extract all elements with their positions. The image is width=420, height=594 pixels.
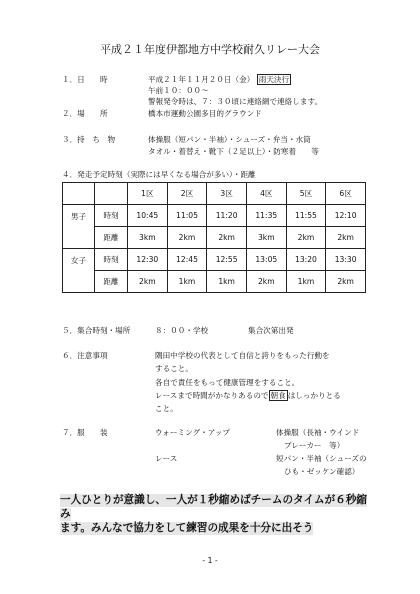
slogan-line1: 一人ひとりが意識し、一人が１秒縮めばチームのタイムが６秒縮 — [60, 494, 368, 506]
clothing-race-value2: ひも・ゼッケン確認） — [284, 467, 360, 476]
girls-distance: 2km — [128, 271, 168, 293]
date-value: 平成２１年１１月２０日（金） — [148, 75, 255, 84]
section-header: 6区 — [326, 183, 366, 205]
schedule-heading: ４．発走予定時刻（実際には早くなる場合が多い）・距離 — [62, 170, 256, 179]
notes-line4-end: はしっかりとる — [287, 391, 341, 400]
section-header: 4区 — [246, 183, 286, 205]
boys-label: 男子 — [63, 205, 95, 249]
girls-time: 13:05 — [246, 249, 286, 271]
section-header: 2区 — [167, 183, 207, 205]
item-gather-label: ５．集合時刻・場所 — [62, 326, 131, 335]
girls-distance: 2km — [326, 271, 366, 293]
girls-time: 13:30 — [326, 249, 366, 271]
distance-label: 距離 — [95, 227, 128, 249]
rain-go-badge: 雨天決行 — [258, 75, 290, 84]
girls-time: 12:45 — [167, 249, 207, 271]
item-date-line3: 警報発令時は、７：３０頃に連絡網で連絡します。 — [148, 97, 323, 106]
item-date-label: １．日 時 — [62, 75, 108, 84]
item-gather-time: ８：００・学校 — [155, 326, 209, 335]
time-label: 時刻 — [95, 249, 128, 271]
item-date-line2: 午前１０：００～ — [148, 86, 209, 95]
notes-line4-start: レースまで時間がかなりあるので — [155, 391, 269, 400]
item-clothing-label: ７．服 装 — [62, 428, 108, 437]
clothing-warmup-value1: 体操服（長袖・ウインド — [276, 428, 360, 437]
boys-time: 11:20 — [207, 205, 247, 227]
section-header: 1区 — [128, 183, 168, 205]
table-corner-cell — [63, 183, 95, 205]
clothing-race-value1: 短パン・半袖（シューズの — [276, 454, 367, 463]
item-date-line1 — [148, 75, 291, 85]
slogan-line3: ます。みんなで協力をして練習の成果を十分に出そう — [60, 522, 314, 534]
slogan-line2: み — [60, 508, 71, 520]
breakfast-highlight: 朝食 — [270, 391, 286, 400]
girls-time: 12:55 — [207, 249, 247, 271]
girls-distance: 1km — [207, 271, 247, 293]
notes-line2: すること。 — [155, 364, 193, 373]
schedule-table — [62, 182, 366, 293]
clothing-race-label: レース — [155, 454, 178, 463]
item-gather-note: 集合次第出発 — [248, 326, 294, 335]
boys-time: 11:35 — [246, 205, 286, 227]
notes-line5: こと。 — [155, 404, 178, 413]
item-place-label: ２．場 所 — [62, 109, 108, 118]
table-header-row — [63, 183, 366, 205]
item-place-value: 橋本市運動公園多目的グラウンド — [148, 109, 262, 118]
boys-time: 11:55 — [286, 205, 326, 227]
table-row — [63, 249, 366, 271]
page-number: - 1 - — [202, 556, 218, 565]
girls-time: 13:20 — [286, 249, 326, 271]
boys-distance: 2km — [207, 227, 247, 249]
boys-distance: 2km — [326, 227, 366, 249]
boys-distance: 2km — [286, 227, 326, 249]
boys-distance: 2km — [167, 227, 207, 249]
clothing-warmup-value2: ブレーカー 等） — [284, 441, 345, 450]
item-belongings-line1: 体操服（短パン・半袖）・シューズ・弁当・水筒 — [148, 135, 311, 144]
girls-distance: 2km — [246, 271, 286, 293]
clothing-warmup-label: ウォーミング・アップ — [155, 428, 230, 437]
table-row — [63, 227, 366, 249]
table-row — [63, 271, 366, 293]
boys-distance: 3km — [246, 227, 286, 249]
boys-time: 11:05 — [167, 205, 207, 227]
girls-time: 12:30 — [128, 249, 168, 271]
section-header: 3区 — [207, 183, 247, 205]
boys-time: 12:10 — [326, 205, 366, 227]
girls-distance: 1km — [286, 271, 326, 293]
item-notes-label: ６．注意事項 — [62, 351, 108, 360]
notes-line1: 隅田中学校の代表として自信と誇りをもった行動を — [155, 351, 330, 360]
boys-distance: 3km — [128, 227, 168, 249]
table-row — [63, 205, 366, 227]
notes-line4 — [155, 391, 341, 401]
time-label: 時刻 — [95, 205, 128, 227]
item-belongings-label: ３．持 ち 物 — [62, 135, 116, 144]
table-corner-cell — [95, 183, 128, 205]
boys-time: 10:45 — [128, 205, 168, 227]
section-header: 5区 — [286, 183, 326, 205]
item-belongings-line2: タオル・着替え・靴下（２足以上）・防寒着 等 — [148, 147, 319, 156]
notes-line3: 各自で責任をもって健康管理をすること。 — [155, 378, 300, 387]
distance-label: 距離 — [95, 271, 128, 293]
girls-distance: 1km — [167, 271, 207, 293]
girls-label: 女子 — [63, 249, 95, 293]
page-title: 平成２１年度伊都地方中学校耐久リレー大会 — [100, 43, 320, 56]
